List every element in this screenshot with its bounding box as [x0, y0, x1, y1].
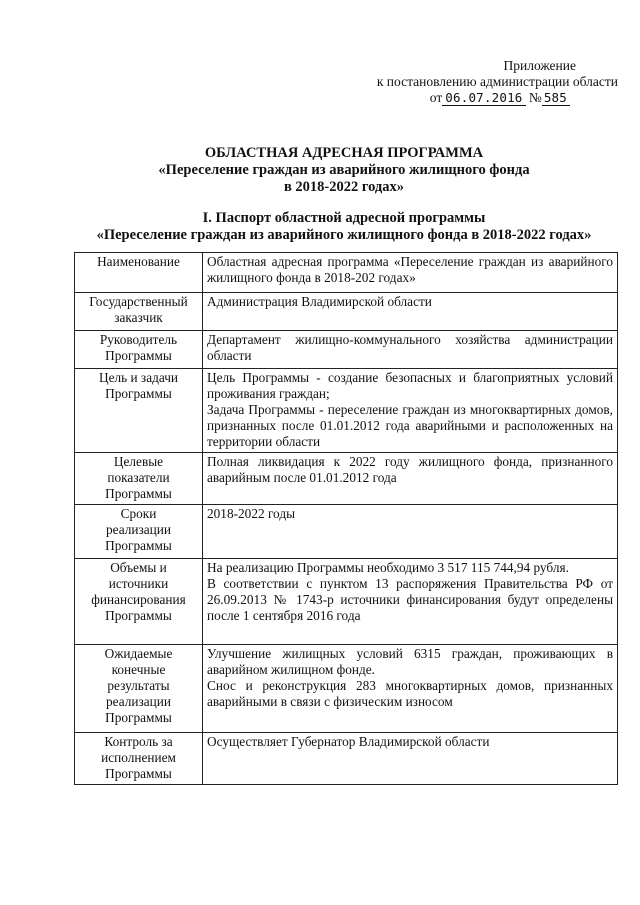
- passport-label-line: Программы: [105, 386, 172, 401]
- passport-label-line: Объемы и: [110, 560, 167, 575]
- passport-value-paragraph: Задача Программы - переселение граждан из многоквартирных домов, признанных после 01.01.2012 года аварийными и расположенных на территории области: [207, 402, 613, 449]
- passport-row: [75, 253, 618, 293]
- decree-number: 585: [542, 90, 570, 106]
- passport-label-line: заказчик: [114, 310, 163, 325]
- passport-label-line: реализации: [106, 522, 171, 537]
- passport-row-label: [75, 505, 203, 559]
- passport-value-paragraph: На реализацию Программы необходимо 3 517 115 744,94 рубля.: [207, 560, 569, 575]
- passport-row-label: [75, 253, 203, 293]
- passport-row-value: [203, 733, 618, 785]
- passport-row: [75, 559, 618, 645]
- date-prefix: от: [429, 90, 443, 105]
- passport-row-value: [203, 293, 618, 331]
- passport-row-label: [75, 559, 203, 645]
- passport-table: [74, 252, 618, 785]
- program-subtitle-line2: в 2018-2022 годах»: [283, 179, 405, 195]
- passport-row: [75, 645, 618, 733]
- passport-label-line: конечные: [111, 662, 166, 677]
- passport-row-value: [203, 505, 618, 559]
- passport-row: [75, 369, 618, 453]
- passport-label-line: Цель и задачи: [98, 370, 179, 385]
- passport-row-value: [203, 559, 618, 645]
- passport-value-paragraph: Областная адресная программа «Переселение граждан из аварийного жилищного фонда в 2018-202 годах»: [207, 254, 613, 285]
- passport-label-line: Целевые: [113, 454, 164, 469]
- passport-row-label: [75, 331, 203, 369]
- passport-row-value: [203, 369, 618, 453]
- program-title: ОБЛАСТНАЯ АДРЕСНАЯ ПРОГРАММА: [204, 145, 484, 161]
- passport-row-label: [75, 293, 203, 331]
- section-heading: I. Паспорт областной адресной программы: [202, 210, 486, 226]
- passport-row-label: [75, 645, 203, 733]
- passport-row-label: [75, 369, 203, 453]
- passport-label-line: Контроль за: [104, 734, 173, 749]
- passport-label-line: Программы: [105, 766, 172, 781]
- passport-row-value: [203, 453, 618, 505]
- passport-label-line: Государственный: [89, 294, 188, 309]
- passport-row: [75, 293, 618, 331]
- passport-row: [75, 733, 618, 785]
- passport-row-value: [203, 253, 618, 293]
- passport-row: [75, 505, 618, 559]
- section-subheading: «Переселение граждан из аварийного жилищного фонда в 2018-2022 годах»: [96, 227, 592, 243]
- passport-label-line: Программы: [105, 486, 172, 501]
- passport-label-line: Программы: [105, 710, 172, 725]
- passport-value-paragraph: 2018-2022 годы: [207, 506, 296, 521]
- passport-value-paragraph: Полная ликвидация к 2022 году жилищного фонда, признанного аварийным после 01.01.2012 года: [207, 454, 613, 485]
- passport-label-line: источники: [108, 576, 169, 591]
- passport-value-paragraph: Администрация Владимирской области: [207, 294, 432, 309]
- number-sign: №: [528, 90, 542, 105]
- passport-label-line: результаты: [107, 678, 170, 693]
- passport-label-line: Сроки: [120, 506, 157, 521]
- passport-label-line: исполнением: [101, 750, 176, 765]
- decree-date: 06.07.2016: [442, 90, 525, 106]
- passport-row-label: [75, 733, 203, 785]
- passport-table-body: [75, 253, 618, 785]
- passport-value-paragraph: Снос и реконструкция 283 многоквартирных домов, признанных аварийными в связи с физическим износом: [207, 678, 613, 709]
- passport-row-label: [75, 453, 203, 505]
- passport-label-line: Программы: [105, 538, 172, 553]
- passport-value-paragraph: Улучшение жилищных условий 6315 граждан, проживающих в аварийном жилищном фонде.: [207, 646, 613, 677]
- approval-block: [328, 58, 618, 106]
- passport-row-value: [203, 645, 618, 733]
- appendix-label: Приложение: [503, 58, 576, 73]
- passport-value-paragraph: В соответствии с пунктом 13 распоряжения Правительства РФ от 26.09.2013 № 1743-р источники финансирования будут определены после 1 сентября 2016 года: [207, 576, 613, 623]
- passport-label-line: Программы: [105, 348, 172, 363]
- passport-value-paragraph: Цель Программы - создание безопасных и благоприятных условий проживания граждан;: [207, 370, 613, 401]
- decree-date-number: [328, 90, 618, 106]
- passport-row-value: [203, 331, 618, 369]
- program-subtitle-line1: «Переселение граждан из аварийного жилищного фонда: [158, 162, 530, 178]
- passport-label-line: показатели: [107, 470, 170, 485]
- passport-row: [75, 331, 618, 369]
- passport-label-line: Программы: [105, 608, 172, 623]
- passport-value-paragraph: Департамент жилищно-коммунального хозяйства администрации области: [207, 332, 613, 363]
- passport-label-line: реализации: [106, 694, 171, 709]
- passport-label-line: финансирования: [91, 592, 186, 607]
- passport-label-line: Руководитель: [99, 332, 178, 347]
- passport-label-line: Наименование: [97, 254, 180, 269]
- decree-reference: к постановлению администрации области: [376, 74, 618, 89]
- document-titles: [70, 145, 618, 244]
- passport-row: [75, 453, 618, 505]
- passport-value-paragraph: Осуществляет Губернатор Владимирской области: [207, 734, 490, 749]
- passport-label-line: Ожидаемые: [104, 646, 173, 661]
